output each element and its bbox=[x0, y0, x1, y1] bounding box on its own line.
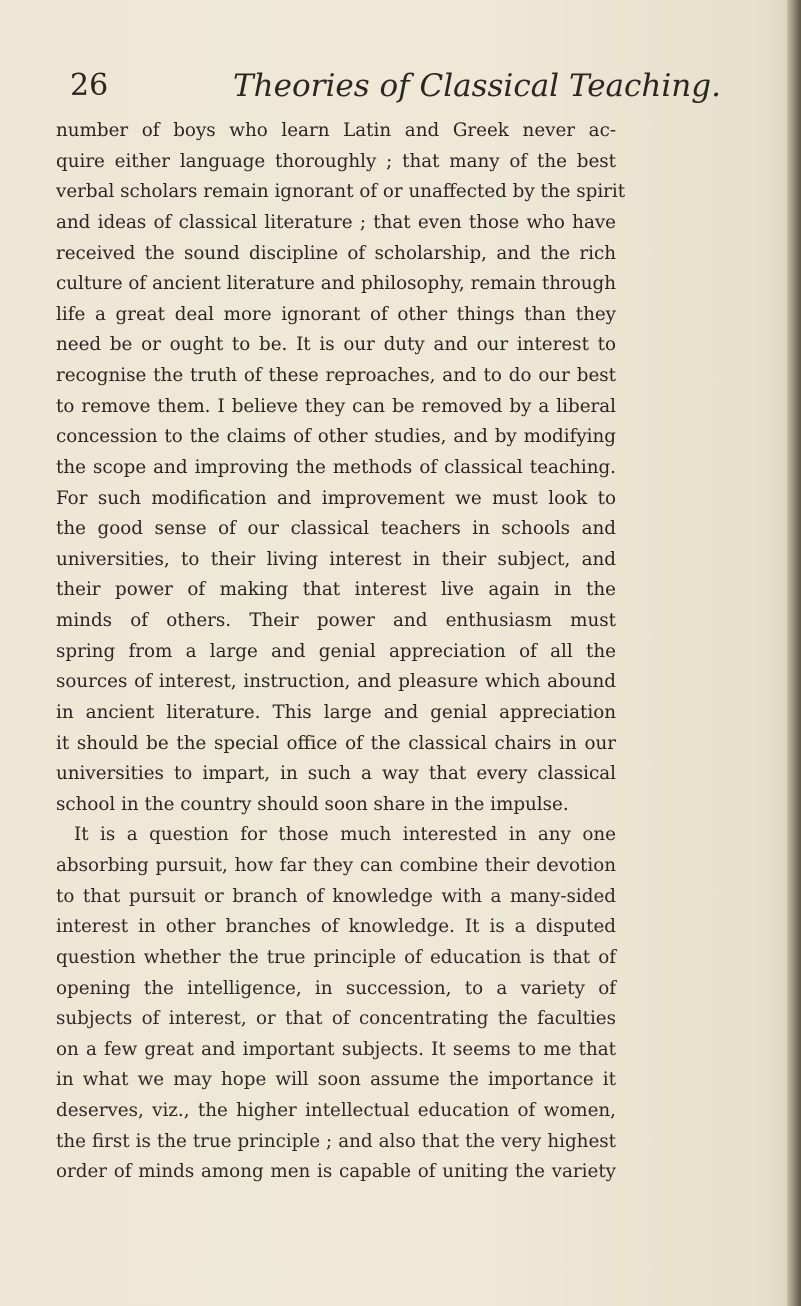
text-line: quire either language thoroughly ; that many of the best bbox=[56, 150, 616, 172]
text-line: opening the intelligence, in succession, to a variety of bbox=[56, 977, 616, 999]
text-line: verbal scholars remain ignorant of or unaffected by the spirit bbox=[56, 181, 626, 203]
text-line: it should be the special office of the classical chairs in our bbox=[56, 732, 616, 754]
text-line: absorbing pursuit, how far they can combine their devotion bbox=[56, 855, 616, 876]
text-line: received the sound discipline of scholarship, and the rich bbox=[56, 242, 616, 264]
text-line: deserves, viz., the higher intellectual education of women, bbox=[56, 1100, 616, 1121]
text-line: in what we may hope will soon assume the importance it bbox=[56, 1069, 616, 1091]
body-text bbox=[56, 116, 626, 1188]
text-line: the first is the true principle ; and also that the very highest bbox=[56, 1130, 616, 1152]
page-header bbox=[70, 68, 721, 108]
text-line: universities to impart, in such a way that every classical bbox=[56, 763, 616, 785]
text-line: on a few great and important subjects. It seems to me that bbox=[56, 1038, 616, 1060]
text-line: school in the country should soon share in the impulse. bbox=[56, 793, 569, 815]
text-line: life a great deal more ignorant of other things than they bbox=[56, 303, 616, 325]
paragraph bbox=[56, 116, 626, 820]
text-line: order of minds among men is capable of uniting the variety bbox=[56, 1161, 616, 1183]
text-line: universities, to their living interest in their subject, and bbox=[56, 548, 616, 570]
book-spine-shadow bbox=[787, 0, 801, 1306]
text-line: concession to the claims of other studies, and by modifying bbox=[56, 426, 616, 448]
text-line: subjects of interest, or that of concentrating the faculties bbox=[56, 1008, 616, 1030]
text-line: the scope and improving the methods of classical teaching. bbox=[56, 456, 616, 478]
page-number: 26 bbox=[70, 68, 109, 103]
text-line: recognise the truth of these reproaches, and to do our best bbox=[56, 365, 616, 386]
text-line: and ideas of classical literature ; that even those who have bbox=[56, 211, 616, 233]
text-line: number of boys who learn Latin and Greek never ac- bbox=[56, 120, 616, 141]
paragraph bbox=[56, 820, 616, 1188]
text-line: to that pursuit or branch of knowledge with a many-sided bbox=[56, 885, 616, 907]
text-line: to remove them. I believe they can be removed by a liberal bbox=[56, 395, 616, 417]
text-line: in ancient literature. This large and genial appreciation bbox=[56, 701, 616, 723]
text-line: need be or ought to be. It is our duty and our interest to bbox=[56, 334, 616, 356]
text-line: It is a question for those much interested in any one bbox=[74, 824, 616, 846]
text-line: the good sense of our classical teachers in schools and bbox=[56, 518, 616, 540]
text-line: interest in other branches of knowledge. It is a disputed bbox=[56, 916, 616, 938]
text-line: spring from a large and genial appreciation of all the bbox=[56, 640, 616, 662]
text-line: question whether the true principle of education is that of bbox=[56, 946, 616, 968]
text-line: their power of making that interest live again in the bbox=[56, 579, 616, 601]
text-line: sources of interest, instruction, and pleasure which abound bbox=[56, 671, 616, 693]
text-line: minds of others. Their power and enthusiasm must bbox=[56, 610, 616, 631]
running-title: Theories of Classical Teaching. bbox=[233, 68, 721, 104]
text-line: culture of ancient literature and philosophy, remain through bbox=[56, 273, 616, 295]
text-line: For such modification and improvement we must look to bbox=[56, 487, 616, 509]
